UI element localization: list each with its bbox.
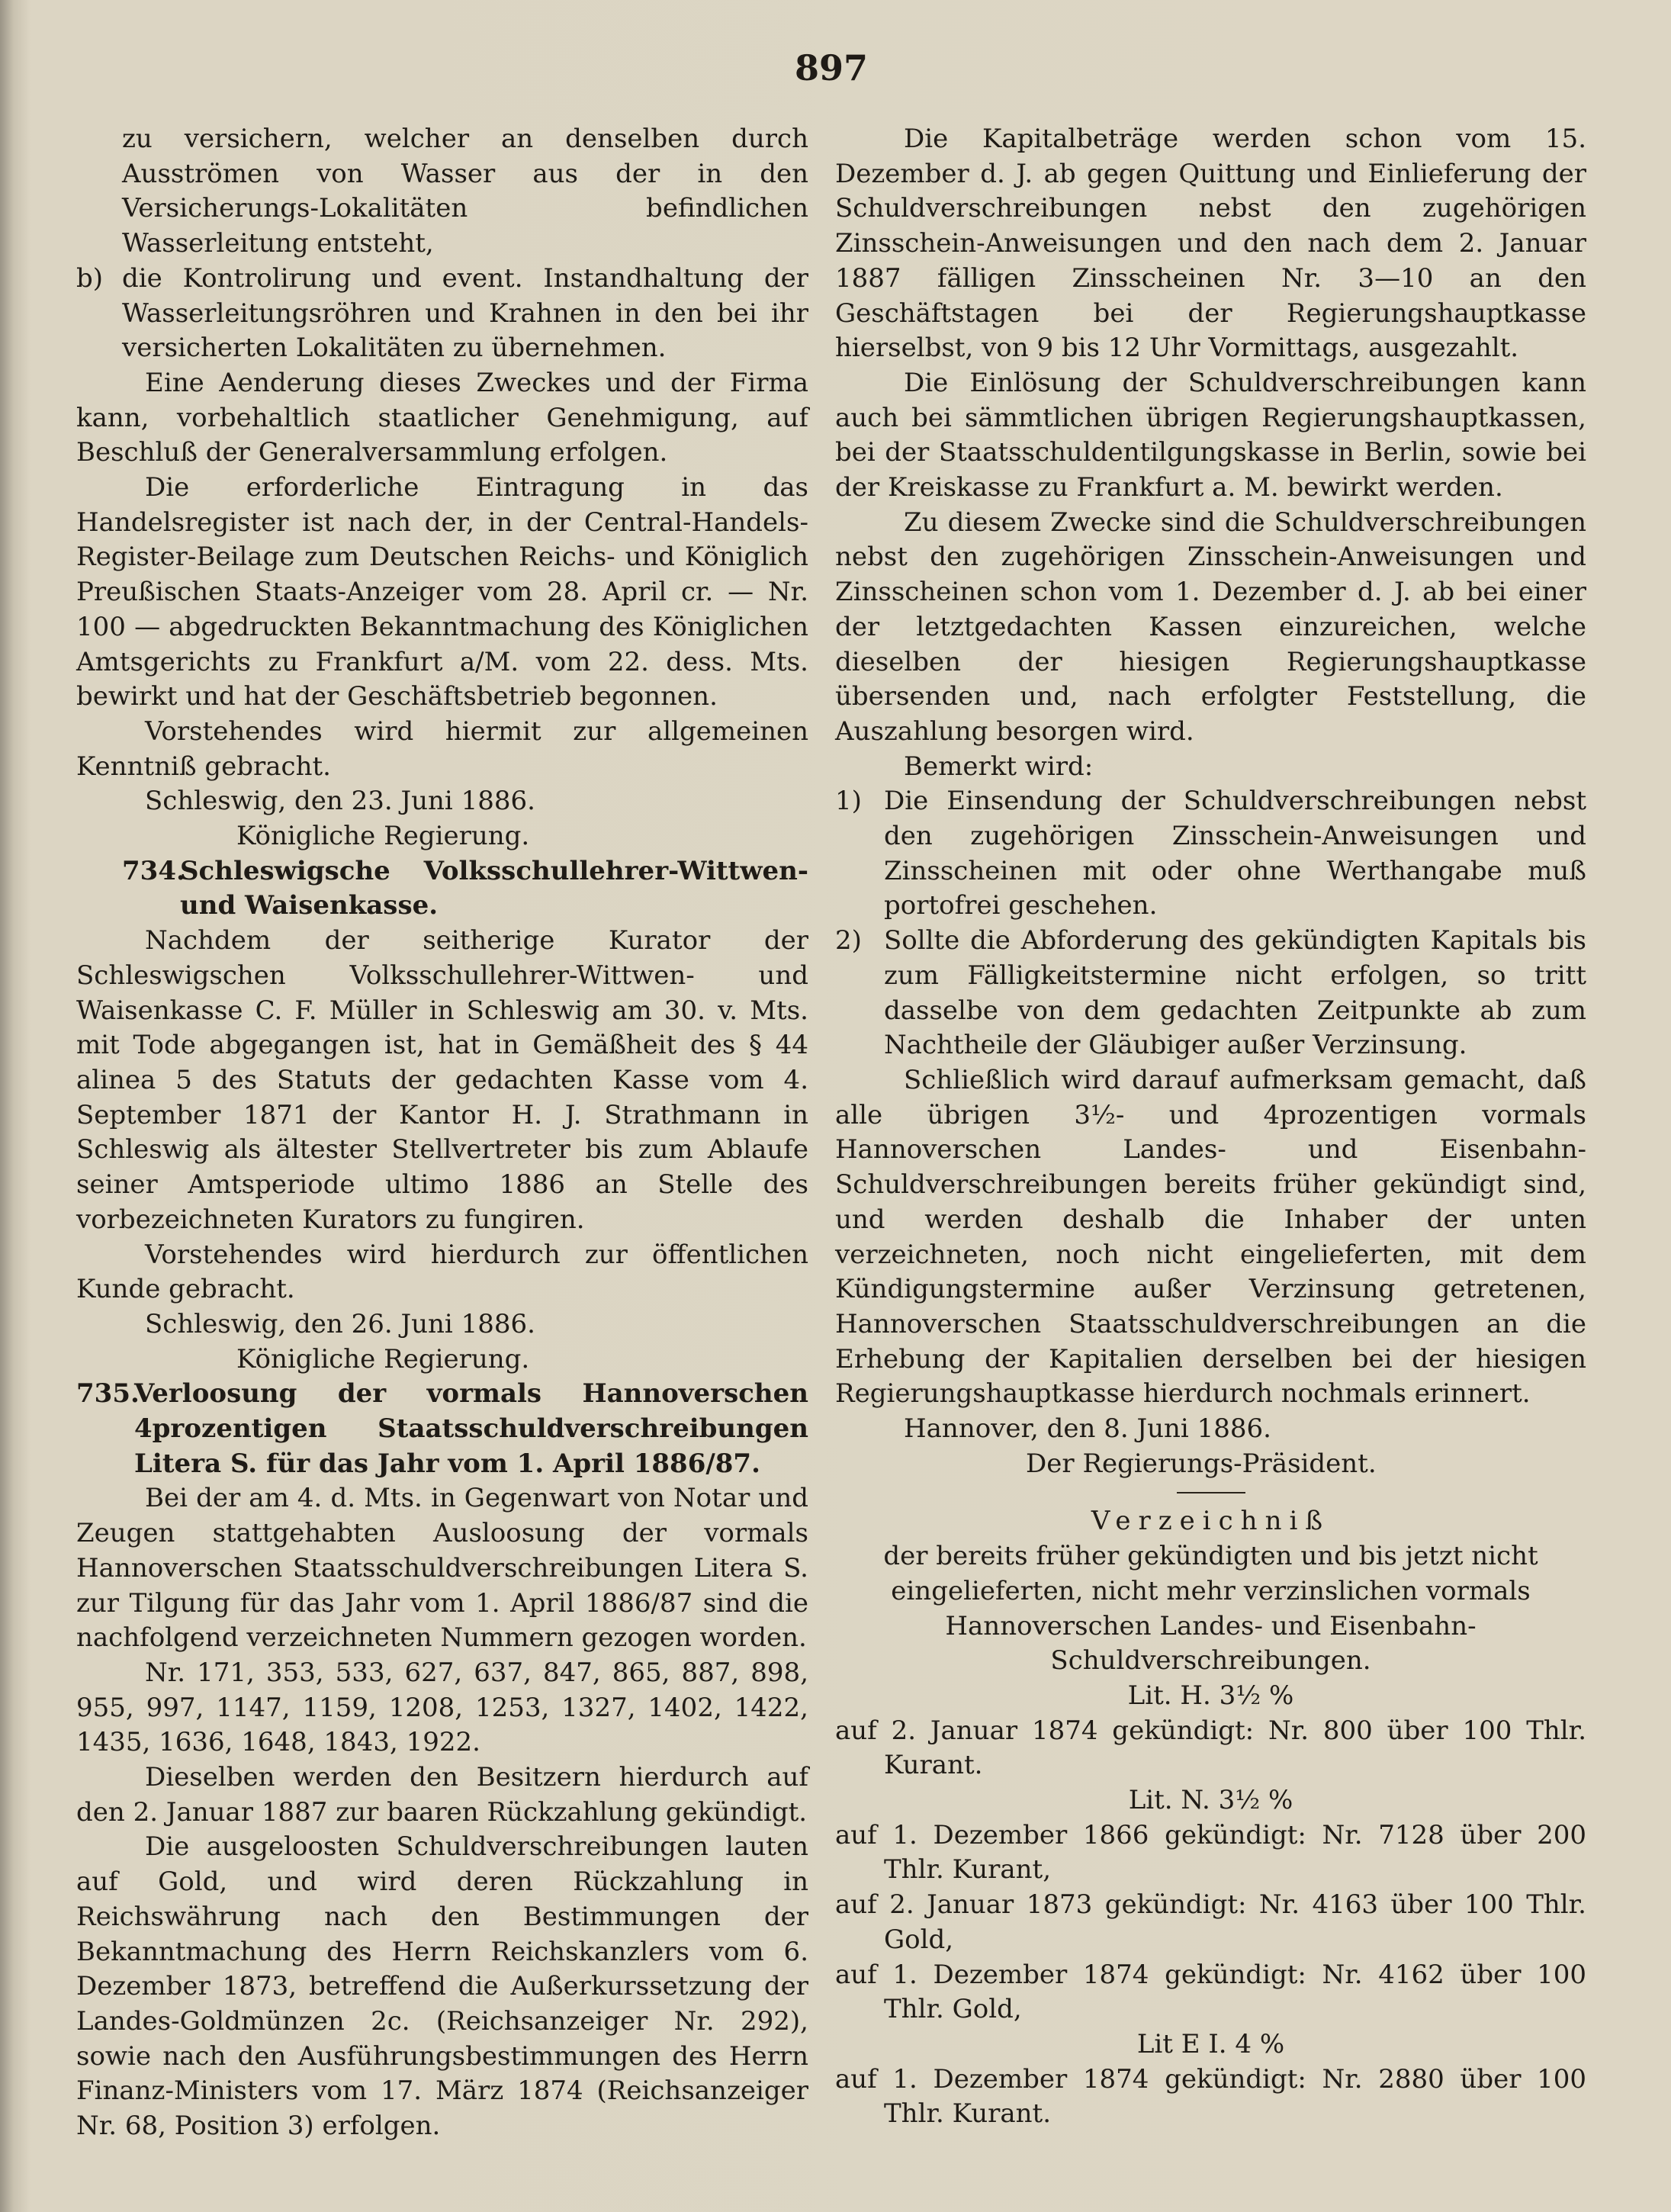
divider (1177, 1492, 1245, 1493)
list-text: Sollte die Abforderung des gekündigten Kapitals bis zum Fälligkeitstermine nicht erfolgen, so tritt dasselbe von dem gedachten Zeitpunkte ab zum Nachtheile der Gläubiger außer Verzinsung. (884, 925, 1586, 1061)
paragraph: Vorstehendes wird hierdurch zur öffentlichen Kunde gebracht. (76, 1239, 808, 1305)
paragraph: Nachdem der seitherige Kurator der Schleswigschen Volksschullehrer-Wittwen- und Waisenkasse C. F. Müller in Schleswig am 30. v. Mts. mit Tode abgegangen ist, hat in Gemäßheit des § 44 alinea 5 des Statuts der gedachten Kasse vom 4. September 1871 der Kantor H. J. Strathmann in Schleswig als ältester Stellvertreter bis zum Ablaufe seiner Amtsperiode ultimo 1886 an Stelle des vorbezeichneten Kurators zu fungiren. (76, 925, 808, 1235)
date-line: Schleswig, den 26. Juni 1886. (145, 1308, 535, 1339)
section-heading-734 (76, 854, 808, 924)
section-title: Schleswigsche Volksschullehrer-Wittwen- und Waisenkasse. (180, 855, 808, 921)
paragraph: Die Kapitalbeträge werden schon vom 15. Dezember d. J. ab gegen Quittung und Einlieferung der Schuldverschreibungen nebst den zugehörigen Zinsschein-Anweisungen und den nach dem 2. Januar 1887 fälligen Zinsscheinen Nr. 3—10 an den Geschäftstagen bei der Regierungshauptkasse hierselbst, von 9 bis 12 Uhr Vormittags, ausgezahlt. (835, 124, 1586, 364)
paragraph: Eine Aenderung dieses Zweckes und der Firma kann, vorbehaltlich staatlicher Genehmigung, auf Beschluß der Generalversammlung erfolgen. (76, 367, 808, 468)
list-label: 1) (835, 786, 862, 817)
paragraph: zu versichern, welcher an denselben durch Ausströmen von Wasser aus der in den Versicherungs-Lokalitäten befindlichen Wasserleitung entsteht, (122, 124, 808, 259)
list-text: Die Einsendung der Schuldverschreibungen nebst den zugehörigen Zinsschein-Anweisungen und Zinsscheinen mit oder ohne Werthangabe muß portofrei geschehen. (884, 786, 1586, 921)
lit-heading: Lit E I. 4 % (1136, 2028, 1285, 2059)
entry: auf 1. Dezember 1874 gekündigt: Nr. 4162 über 100 Thlr. Gold, (835, 1959, 1586, 2025)
page-number: 897 (794, 47, 869, 88)
list-title: Verzeichniß (1091, 1506, 1331, 1537)
entry: auf 2. Januar 1873 gekündigt: Nr. 4163 über 100 Thlr. Gold, (835, 1889, 1586, 1955)
paragraph: Schließlich wird darauf aufmerksam gemacht, daß alle übrigen 3½- und 4prozentigen vormals Hannoverschen Landes- und Eisenbahn-Schuldverschreibungen bereits früher gekündigt sind, und werden deshalb die Inhaber der unten verzeichneten, noch nicht eingelieferten, mit dem Kündigungstermine außer Verzinsung getretenen, Hannoverschen Staatsschuldverschreibungen an die Erhebung der Kapitalien derselben bei der hiesigen Regierungshauptkasse hierdurch nochmals erinnert. (835, 1064, 1586, 1410)
list-label: 2) (835, 925, 862, 956)
lit-heading: Lit. N. 3½ % (1128, 1785, 1293, 1816)
date-line: Hannover, den 8. Juni 1886. (904, 1413, 1271, 1445)
paragraph: Bei der am 4. d. Mts. in Gegenwart von Notar und Zeugen stattgehabten Ausloosung der vormals Hannoverschen Staatsschuldverschreibungen Litera S. zur Tilgung für das Jahr vom 1. April 1886/87 sind die nachfolgend verzeichneten Nummern gezogen worden. (76, 1483, 808, 1654)
signature: Der Regierungs-Präsident. (1026, 1448, 1377, 1479)
paragraph: Vorstehendes wird hiermit zur allgemeinen Kenntniß gebracht. (76, 715, 808, 782)
list-text: die Kontrolirung und event. Instandhaltung der Wasserleitungsröhren und Krahnen in den bei ihr versicherten Lokalitäten zu übernehmen. (122, 262, 808, 364)
paragraph: Dieselben werden den Besitzern hierdurch auf den 2. Januar 1887 zur baaren Rückzahlung gekündigt. (76, 1762, 808, 1828)
paragraph: Die ausgeloosten Schuldverschreibungen lauten auf Gold, und wird deren Rückzahlung in Reichswährung nach den Bestimmungen der Bekanntmachung des Herrn Reichskanzlers vom 6. Dezember 1873, betreffend die Außerkurssetzung der Landes-Goldmünzen 2c. (Reichsanzeiger Nr. 292), sowie nach den Ausführungsbestimmungen des Herrn Finanz-Ministers vom 17. März 1874 (Reichsanzeiger Nr. 68, Position 3) erfolgen. (76, 1831, 808, 2142)
remark-heading: Bemerkt wird: (904, 751, 1094, 782)
entry: auf 1. Dezember 1866 gekündigt: Nr. 7128 über 200 Thlr. Kurant, (835, 1819, 1586, 1886)
list-item-2 (835, 924, 1586, 1063)
left-column (76, 122, 808, 2144)
paragraph: Die erforderliche Eintragung in das Handelsregister ist nach der, in der Central-Handels-Register-Beilage zum Deutschen Reichs- und Königlich Preußischen Staats-Anzeiger vom 28. April cr. — Nr. 100 — abgedruckten Bekanntmachung des Königlichen Amtsgerichts zu Frankfurt a/M. vom 22. dess. Mts. bewirkt und hat der Geschäftsbetrieb begonnen. (76, 472, 808, 712)
paragraph: Zu diesem Zwecke sind die Schuldverschreibungen nebst den zugehörigen Zinsschein-Anweisungen und Zinsscheinen schon vom 1. Dezember d. J. ab bei einer der letztgedachten Kassen einzureichen, welche dieselben der hiesigen Regierungshauptkasse übersenden und, nach erfolgter Feststellung, die Auszahlung besorgen wird. (835, 506, 1586, 747)
lit-heading: Lit. H. 3½ % (1127, 1680, 1294, 1711)
signature: Königliche Regierung. (236, 1343, 530, 1374)
list-item-b (76, 262, 808, 366)
signature: Königliche Regierung. (236, 821, 530, 852)
entry: auf 1. Dezember 1874 gekündigt: Nr. 2880 über 100 Thlr. Kurant. (835, 2063, 1586, 2130)
number-list: Nr. 171, 353, 533, 627, 637, 847, 865, 887, 898, 955, 997, 1147, 1159, 1208, 1253, 1327, 1402, 1422, 1435, 1636, 1648, 1843, 1922. (76, 1657, 808, 1758)
right-column (835, 122, 1586, 2132)
list-subtitle: der bereits früher gekündigten und bis jetzt nicht eingelieferten, nicht mehr verzinslichen vormals Hannoverschen Landes- und Eisenbahn-Schuldverschreibungen. (883, 1541, 1538, 1677)
section-heading-735 (76, 1377, 808, 1481)
section-title: Verloosung der vormals Hannoverschen 4prozentigen Staatsschuldverschreibungen Litera S. für das Jahr vom 1. April 1886/87. (134, 1378, 808, 1479)
entry: auf 2. Januar 1874 gekündigt: Nr. 800 über 100 Thlr. Kurant. (835, 1715, 1586, 1781)
list-item-1 (835, 784, 1586, 924)
date-line: Schleswig, den 23. Juni 1886. (145, 786, 535, 817)
list-label: b) (76, 262, 104, 294)
paragraph: Die Einlösung der Schuldverschreibungen kann auch bei sämmtlichen übrigen Regierungshauptkassen, bei der Staatsschuldentilgungskasse in Berlin, sowie bei der Kreiskasse zu Frankfurt a. M. bewirkt werden. (835, 367, 1586, 503)
section-number: 735. (76, 1378, 140, 1410)
section-number: 734. (122, 855, 185, 886)
